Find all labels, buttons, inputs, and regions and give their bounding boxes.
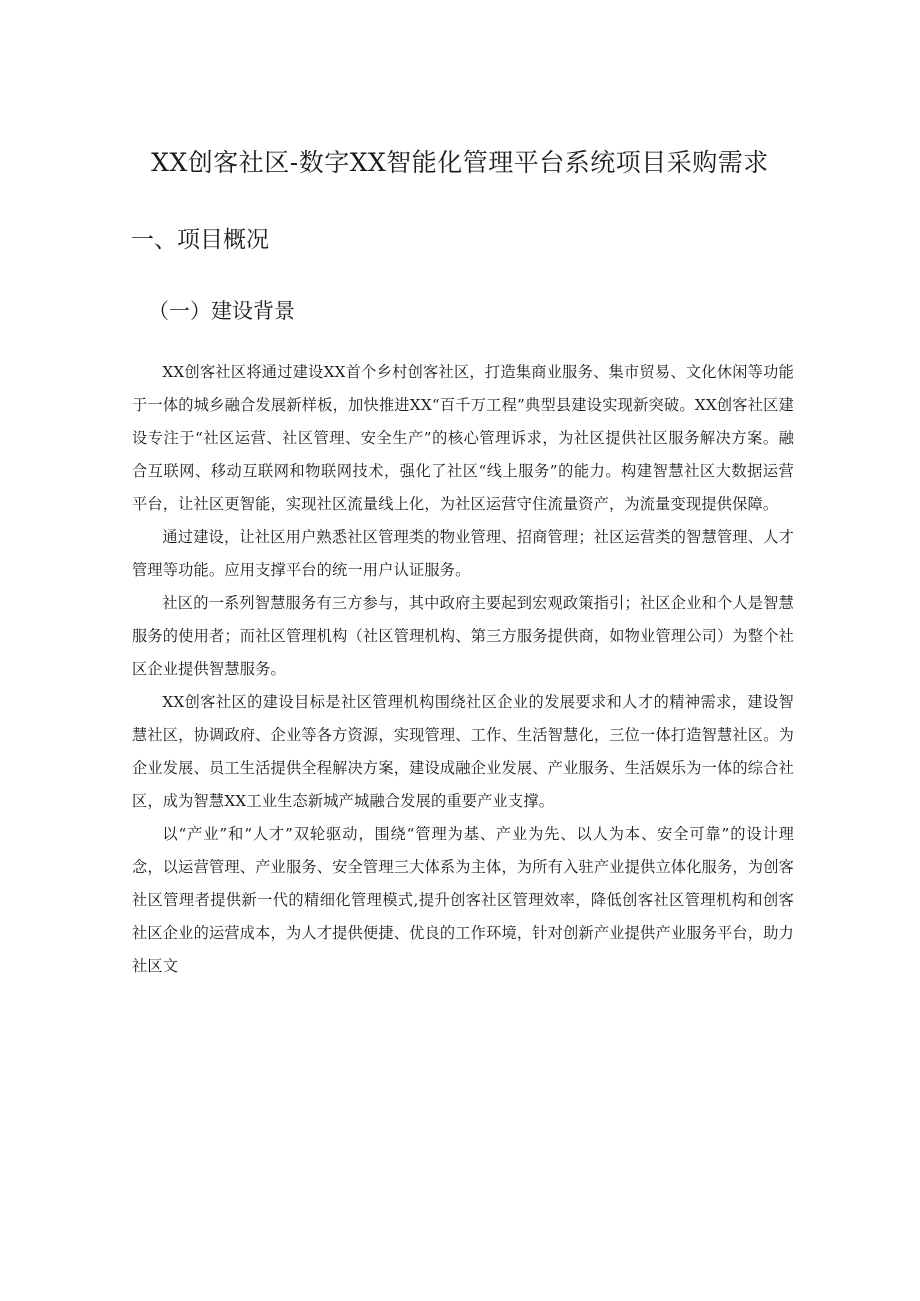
paragraph-4: XX创客社区的建设目标是社区管理机构围绕社区企业的发展要求和人才的精神需求，建设智慧社区，协调政府、企业等各方资源，实现管理、工作、生活智慧化，三位一体打造智慧社区。为企业发展、员工生活提供全程解决方案，建设成融企业发展、产业服务、生活娱乐为一体的综合社区，成为智慧XX工业生态新城产城融合发展的重要产业支撑。 bbox=[132, 693, 794, 810]
document-title: XX创客社区-数字XX智能化管理平台系统项目采购需求 bbox=[151, 148, 769, 177]
body-text bbox=[132, 356, 794, 983]
paragraph-2: 通过建设，让社区用户熟悉社区管理类的物业管理、招商管理；社区运营类的智慧管理、人才管理等功能。应用支撑平台的统一用户认证服务。 bbox=[132, 528, 794, 579]
paragraph-1: XX创客社区将通过建设XX首个乡村创客社区，打造集商业服务、集市贸易、文化休闲等功能于一体的城乡融合发展新样板，加快推进XX“百千万工程”典型县建设实现新突破。XX创客社区建设专注于“社区运营、社区管理、安全生产”的核心管理诉求，为社区提供社区服务解决方案。融合互联网、移动互联网和物联网技术，强化了社区“线上服务”的能力。构建智慧社区大数据运营平台，让社区更智能，实现社区流量线上化，为社区运营守住流量资产，为流量变现提供保障。 bbox=[132, 363, 794, 513]
section-heading: 一、项目概况 bbox=[131, 227, 269, 253]
paragraph-5: 以“产业”和“人才”双轮驱动，围绕“管理为基、产业为先、以人为本、安全可靠”的设计理念，以运营管理、产业服务、安全管理三大体系为主体，为所有入驻产业提供立体化服务，为创客社区管理者提供新一代的精细化管理模式,提升创客社区管理效率，降低创客社区管理机构和创客社区企业的运营成本，为人才提供便捷、优良的工作环境，针对创新产业提供产业服务平台，助力社区文 bbox=[132, 825, 794, 975]
subsection-heading: （一）建设背景 bbox=[148, 299, 295, 323]
paragraph-3: 社区的一系列智慧服务有三方参与，其中政府主要起到宏观政策指引；社区企业和个人是智慧服务的使用者；而社区管理机构（社区管理机构、第三方服务提供商，如物业管理公司）为整个社区企业提供智慧服务。 bbox=[132, 594, 794, 678]
